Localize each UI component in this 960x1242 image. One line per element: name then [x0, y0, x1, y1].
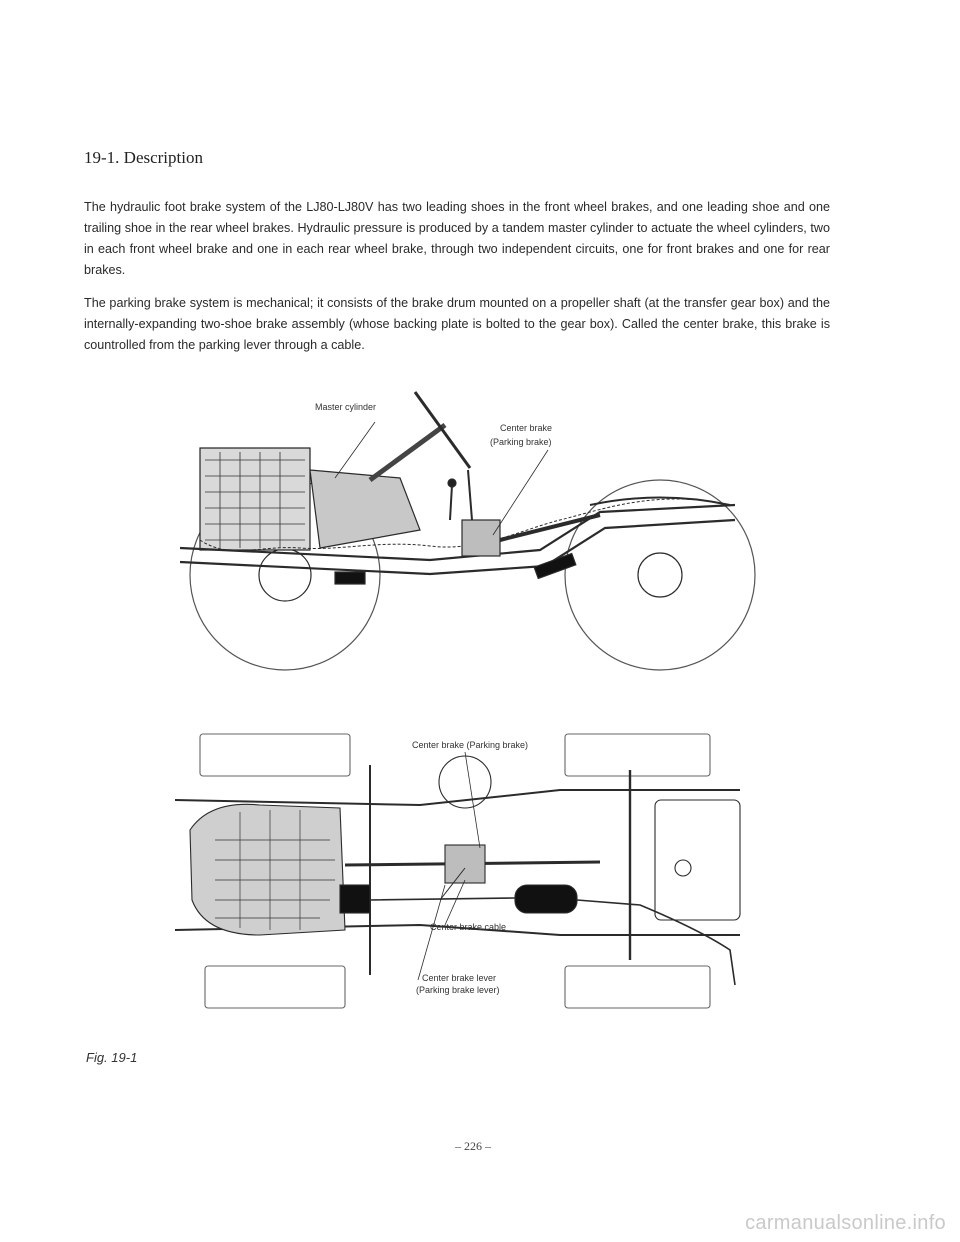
page-number: – 226 –	[455, 1139, 491, 1153]
steering-column	[370, 425, 445, 480]
front-right-tire	[205, 966, 345, 1008]
propeller-shaft	[500, 515, 600, 540]
label-master-cylinder: Master cylinder	[315, 402, 377, 412]
paragraph-hydraulic-brake: The hydraulic foot brake system of the LJ80-LJ80V has two leading shoes in the front wheel brakes, and one leading shoe and one trailing shoe in the rear wheel brakes. Hydraulic pressure is produced by a tandem master cylinder to actuate the wheel cylinders, two in each front wheel brake and one in each rear wheel brake, through two independent circuits, one for front brakes and one for rear brakes.	[84, 199, 830, 277]
leader-master-cylinder	[335, 422, 375, 478]
label-center-brake-line2: (Parking brake)	[490, 437, 552, 447]
label-center-brake-lever-line2: (Parking brake lever)	[416, 985, 500, 995]
transmission	[310, 470, 420, 548]
leader-center-brake	[493, 450, 548, 535]
steering-wheel	[415, 392, 470, 468]
rear-hub	[638, 553, 682, 597]
side-view-illustration	[180, 392, 755, 670]
shift-levers	[450, 470, 472, 520]
front-damper	[335, 572, 365, 584]
label-center-brake-cable: Center brake cable	[430, 922, 507, 932]
front-hub	[259, 549, 311, 601]
paragraph-parking-brake: The parking brake system is mechanical; it consists of the brake drum mounted on a propeller shaft (at the transfer gear box) and the internally-expanding two-shoe brake assembly (whose backing plate is bolted to the gear box). Called the center brake, this brake is countrolled from the parking lever through a cable.	[84, 295, 830, 352]
fuel-tank	[655, 800, 740, 920]
center-brake-top	[445, 845, 485, 883]
watermark: carmanualsonline.info	[745, 1212, 946, 1234]
figure-caption: Fig. 19-1	[86, 1050, 138, 1065]
front-left-tire	[200, 734, 350, 776]
rear-spring	[590, 498, 730, 506]
center-brake-drum	[462, 520, 500, 556]
rear-damper	[534, 554, 576, 579]
section-heading: 19-1. Description	[84, 148, 203, 167]
engine-block	[200, 448, 310, 550]
rear-left-tire	[565, 734, 710, 776]
label-center-brake-top: Center brake (Parking brake)	[412, 740, 529, 750]
label-center-brake-line1: Center brake	[500, 423, 553, 433]
label-center-brake-lever-line1: Center brake lever	[422, 973, 497, 983]
leader-center-brake-cable	[445, 880, 465, 925]
engine-top	[190, 804, 345, 935]
exhaust-box	[340, 885, 370, 913]
muffler	[515, 885, 577, 913]
rear-right-tire	[565, 966, 710, 1008]
frame-rail-left	[175, 790, 740, 805]
top-view-illustration	[175, 734, 740, 1008]
